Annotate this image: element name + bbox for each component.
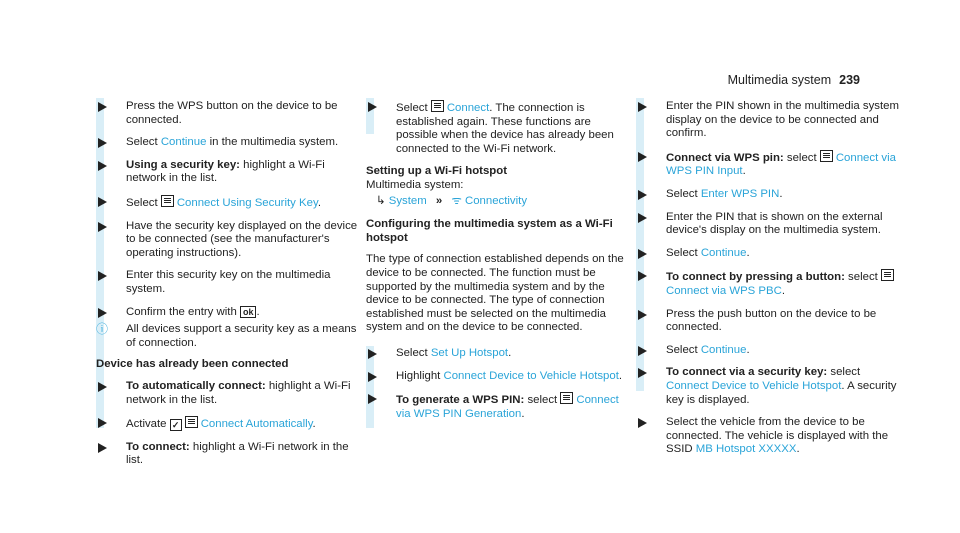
step-item: Enter this security key on the multimedia system. <box>96 269 358 296</box>
menu-link: Connect via WPS PIN Input <box>666 151 896 178</box>
step-arrow-icon <box>98 443 107 453</box>
step-arrow-icon <box>98 418 107 428</box>
checkbox-checked-icon: ✓ <box>170 419 182 431</box>
column-3 <box>636 100 900 466</box>
step-arrow-icon <box>638 152 647 162</box>
step-item: Select Enter WPS PIN. <box>636 188 900 202</box>
step-arrow-icon <box>98 271 107 281</box>
menu-link: Set Up Hotspot <box>430 346 509 359</box>
step-item: Activate ✓ Connect Automatically. <box>96 416 358 432</box>
menu-link: Connect Device to Vehicle Hotspot <box>666 379 842 392</box>
step-arrow-icon <box>98 161 107 171</box>
step-arrow-icon <box>368 349 377 359</box>
page-number: 239 <box>839 73 860 87</box>
step-arrow-icon <box>368 394 377 404</box>
step-item: Select Set Up Hotspot. <box>366 347 630 361</box>
step-arrow-icon <box>98 308 107 318</box>
step-item: Select Connect. The connection is established again. These functions are possible when the device has already been connected to the Wi-Fi network. <box>366 100 630 156</box>
step-item: To generate a WPS PIN: select Connect via WPS PIN Generation. <box>366 392 630 421</box>
section-heading: Device has already been connected <box>96 358 289 371</box>
page-header <box>728 73 860 87</box>
path-separator-icon: » <box>435 194 443 207</box>
step-arrow-icon <box>638 418 647 428</box>
section-heading: Configuring the multimedia system as a Wi-Fi hotspot <box>366 218 613 244</box>
menu-link: Connect via WPS PBC <box>666 284 782 297</box>
step-arrow-icon <box>98 382 107 392</box>
info-icon: ⓘ <box>96 322 109 337</box>
section-heading: Setting up a Wi-Fi hotspot <box>366 165 507 178</box>
step-arrow-icon <box>98 197 107 207</box>
menu-link: Connect <box>446 102 490 114</box>
step-arrow-icon <box>638 249 647 259</box>
step-item: Using a security key: highlight a Wi-Fi network in the list. <box>96 159 358 186</box>
wifi-icon: ᯤ <box>451 194 462 207</box>
step-arrow-icon <box>98 138 107 148</box>
step-arrow-icon <box>638 310 647 320</box>
step-item: To connect: highlight a Wi-Fi network in the list. <box>96 441 358 468</box>
menu-list-icon <box>161 195 174 207</box>
step-arrow-icon <box>638 271 647 281</box>
menu-list-icon <box>185 416 198 428</box>
step-arrow-icon <box>368 372 377 382</box>
menu-link: Connect via WPS PIN Generation <box>396 394 619 420</box>
menu-link: Connect Using Security Key <box>176 196 318 209</box>
menu-link: Continue <box>700 343 747 356</box>
step-arrow-icon <box>638 102 647 112</box>
path-system: System <box>388 194 427 207</box>
ok-key-icon: ok <box>240 306 257 318</box>
column-1 <box>96 100 358 477</box>
step-arrow-icon <box>638 190 647 200</box>
step-item: Select Continue. <box>636 247 900 261</box>
step-arrow-icon <box>98 102 107 112</box>
menu-link: Connect Device to Vehicle Hotspot <box>443 369 619 382</box>
menu-path <box>366 195 630 209</box>
menu-list-icon <box>560 392 573 404</box>
info-note: ⓘ All devices support a security key as a means of connection. <box>96 322 357 349</box>
menu-link: Continue <box>700 246 747 259</box>
path-connectivity: Connectivity <box>464 194 528 207</box>
step-arrow-icon <box>638 368 647 378</box>
step-item: Press the WPS button on the device to be connected. <box>96 100 358 127</box>
step-arrow-icon <box>98 222 107 232</box>
step-item: To automatically connect: highlight a Wi-Fi network in the list. <box>96 380 358 407</box>
menu-link: Continue <box>160 136 207 149</box>
step-arrow-icon <box>368 102 377 112</box>
section-title: Multimedia system <box>727 73 832 87</box>
step-item: Enter the PIN shown in the multimedia system display on the device to be connected and confirm. <box>636 100 900 141</box>
menu-list-icon <box>881 269 894 281</box>
menu-link: MB Hotspot XXXXX <box>695 443 797 456</box>
menu-label: Multimedia system: <box>366 178 464 191</box>
step-item: To connect by pressing a button: select Connect via WPS PBC. <box>636 269 900 298</box>
path-start-icon: ↳ <box>376 194 386 207</box>
step-item: Select Continue in the multimedia system. <box>96 136 358 150</box>
step-arrow-icon <box>638 346 647 356</box>
menu-list-icon <box>431 100 444 112</box>
description-paragraph: The type of connection established depends on the device to be connected. The function must be supported by the multimedia system and by the device to be connected. The type of connection established must be selected on the multimedia system and on the device to be connected. <box>366 253 624 334</box>
step-item: Highlight Connect Device to Vehicle Hotspot. <box>366 370 630 384</box>
menu-list-icon <box>820 150 833 162</box>
menu-link: Connect Automatically <box>200 418 313 431</box>
step-item: Select the vehicle from the device to be connected. The vehicle is displayed with the SSID MB Hotspot XXXXX. <box>636 416 900 457</box>
step-item: To connect via a security key: select Connect Device to Vehicle Hotspot. A security key is displayed. <box>636 366 900 407</box>
step-item: Enter the PIN that is shown on the external device's display on the multimedia system. <box>636 211 900 238</box>
step-item: Confirm the entry with ok . <box>96 306 358 320</box>
step-item: Press the push button on the device to be connected. <box>636 308 900 335</box>
menu-link: Enter WPS PIN <box>700 187 780 200</box>
step-item: Have the security key displayed on the device to be connected (see the manufacturer's operating instructions). <box>96 220 358 261</box>
step-arrow-icon <box>638 213 647 223</box>
step-item: Connect via WPS pin: select Connect via WPS PIN Input. <box>636 150 900 179</box>
step-item: Select Continue. <box>636 344 900 358</box>
step-item: Select Connect Using Security Key. <box>96 195 358 211</box>
column-2 <box>366 100 630 430</box>
